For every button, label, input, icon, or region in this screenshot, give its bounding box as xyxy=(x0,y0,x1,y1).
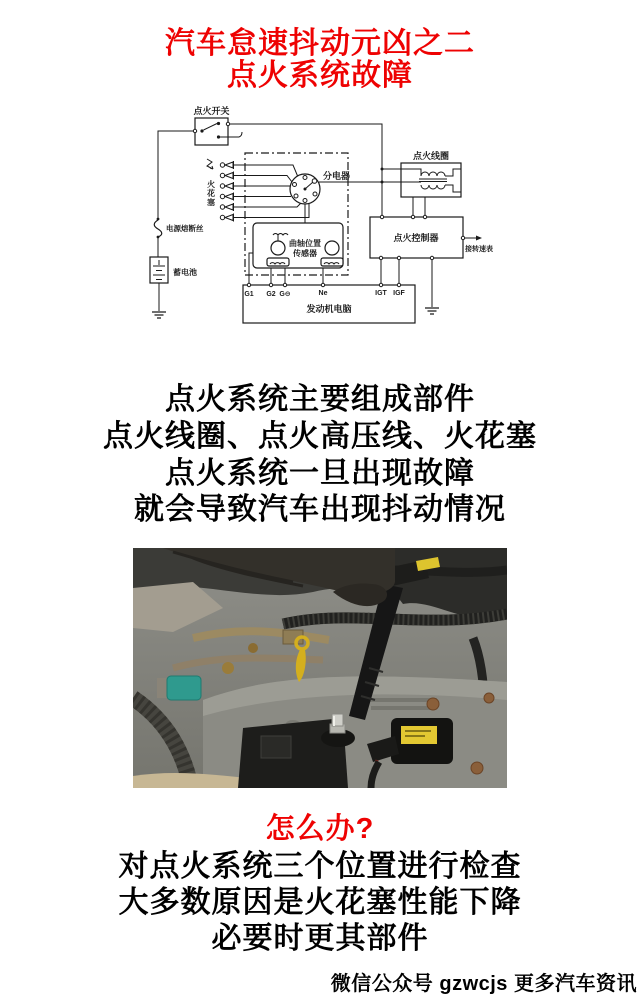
crank-sensor-label-line1: 曲轴位置 xyxy=(289,239,321,248)
engine-bay-photo xyxy=(133,548,507,788)
spark-plug-row xyxy=(220,161,233,222)
ignition-controller-label: 点火控制器 xyxy=(393,233,439,243)
solution-heading: 怎么办? xyxy=(265,813,375,845)
page-title-line2: 点火系统故障 xyxy=(227,59,413,92)
svg-text:塞: 塞 xyxy=(207,198,215,207)
power-fuse-symbol xyxy=(154,220,162,237)
ignition-circuit-diagram xyxy=(145,95,500,340)
svg-text:IGT: IGT xyxy=(375,290,387,297)
ground-symbol-right xyxy=(425,308,439,314)
svg-text:IGF: IGF xyxy=(393,290,405,297)
intro-line-2: 点火线圈、点火高压线、火花塞 xyxy=(103,420,537,453)
intro-line-1: 点火系统主要组成部件 xyxy=(165,383,475,416)
intro-line-3: 点火系统一旦出现故障 xyxy=(165,457,475,490)
battery-label: 蓄电池 xyxy=(173,268,197,277)
ecu-terminal-labels xyxy=(244,290,405,298)
solution-line-2: 大多数原因是火花塞性能下降 xyxy=(118,886,522,919)
distributor-symbol xyxy=(290,174,320,204)
svg-text:G⊖: G⊖ xyxy=(279,291,291,298)
solution-line-3: 必要时更其部件 xyxy=(211,922,429,955)
ground-symbol-left xyxy=(152,312,166,318)
intro-line-4: 就会导致汽车出现抖动情况 xyxy=(134,493,506,526)
ignition-coil-label: 点火线圈 xyxy=(412,151,450,161)
spark-plugs-label xyxy=(206,179,215,207)
svg-text:G1: G1 xyxy=(244,291,254,298)
tachometer-label: 接转速表 xyxy=(465,246,493,253)
distributor-label: 分电器 xyxy=(323,171,351,181)
svg-text:花: 花 xyxy=(207,189,215,198)
page-title-line1: 汽车怠速抖动元凶之二 xyxy=(165,27,475,60)
crank-sensor-label-line2: 传感器 xyxy=(293,249,317,258)
engine-ecu-label: 发动机电脑 xyxy=(306,304,352,314)
power-fuse-label: 电源熔断丝 xyxy=(166,224,204,233)
ignition-switch-symbol xyxy=(193,118,242,145)
ignition-coil-symbol xyxy=(401,163,461,197)
svg-text:G2: G2 xyxy=(266,291,276,298)
svg-text:火: 火 xyxy=(207,180,215,189)
solution-line-1: 对点火系统三个位置进行检查 xyxy=(118,850,522,883)
wechat-footer: 微信公众号 gzwcjs 更多汽车资讯 xyxy=(330,973,637,995)
ignition-switch-label: 点火开关 xyxy=(193,106,230,116)
svg-text:Ne: Ne xyxy=(318,290,328,297)
battery-symbol xyxy=(150,257,168,283)
